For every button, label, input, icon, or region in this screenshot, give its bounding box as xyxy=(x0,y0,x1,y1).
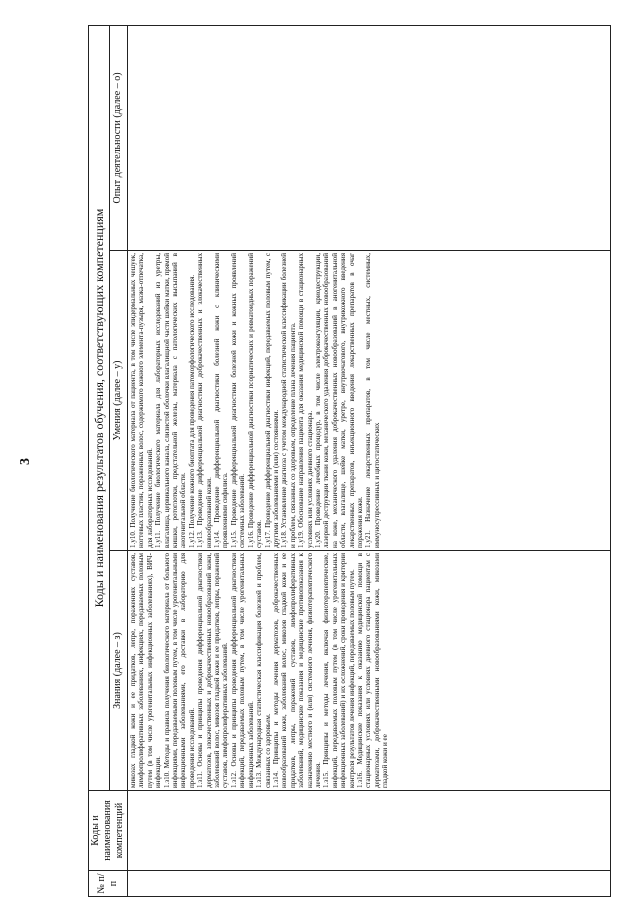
cell-knowledge xyxy=(128,551,611,791)
header-experience: Опыт деятельности (далее – о) xyxy=(109,26,127,251)
skill-item: 1.у18. Установление диагноза с учетом международной статистической классификации болезней и проблем, связанных со здоровьем, определение плана лечения пациента. xyxy=(280,253,297,548)
header-row-1 xyxy=(89,26,110,897)
knowledge-item: 1.з16. Медицинские показания к оказанию медицинской помощи в стационарных условиях или условиях дневного стационара пациентам с дерматозами, доброкачественными новообразованиями кожи, микозами гладкой кожи и ее xyxy=(355,553,390,788)
knowledge-item: 1.з15. Принципы и методы лечения, включая физиотерапевтические, инфекций, передаваемых половым путем (в том числе урогенитальных инфекционных заболеваний) и их осложнений, сроки проведения и критерии контроля результатов лечения инфекций, передаваемых половым путем. xyxy=(322,553,356,788)
table-row xyxy=(128,26,611,897)
knowledge-item: 1.з10. Методы и правила получения биологического материала от больного инфекциями, передаваемыми половым путем, в том числе урогенитальными инфекционными заболеваниями, его доставки в лабораторию для проведения исследований. xyxy=(162,553,196,788)
header-row-2 xyxy=(109,26,127,897)
page-number: 3 xyxy=(18,458,33,465)
knowledge-item: 1.з14. Принципы и методы лечения дерматозов, доброкачественных новообразований кожи, заболеваний волос, микозов гладкой кожи и ее придатков, лепры, поражений суставов, лимфопролиферативных заболеваний, медицинские показания и медицинские противопоказания к назначению местного и (или) системного лечения, физиотерапевтического лечения. xyxy=(271,553,322,788)
header-competency-code: Коды и наименования компетенций xyxy=(89,791,128,871)
cell-experience xyxy=(128,26,611,251)
knowledge-item: 1.з12. Основы и принципы проведения дифференциальной диагностики инфекций, передаваемых половым путем, в том числе урогенитальных инфекционных заболеваний. xyxy=(229,553,255,788)
knowledge-item: 1.з13. Международная статистическая классификация болезней и проблем, связанных со здоровьем. xyxy=(255,553,272,788)
cell-number xyxy=(128,871,611,897)
header-number: № п/п xyxy=(89,871,128,897)
skill-item: 1.у12. Получение кожного биоптата для проведения патоморфологического исследования. xyxy=(187,274,196,548)
competency-table xyxy=(88,25,611,897)
skill-item: 1.у13. Проведение дифференциальной диагностики доброкачественных и злокачественных новообразований кожи. xyxy=(196,253,213,548)
cell-skills xyxy=(128,251,611,551)
knowledge-item: 1.з11. Основы и принципы проведения дифференциальной диагностики дерматозов, злокачественных и доброкачественных новообразований кожи, заболеваний волос, микозов гладкой кожи и ее придатков, лепры, поражений суставов, лимфопролиферативных заболеваний. xyxy=(196,553,230,788)
header-knowledge: Знания (далее – з) xyxy=(109,551,127,791)
skill-item: 1.у15. Проведение дифференциальной диагностики болезней кожи и кожных проявлений системных заболеваний. xyxy=(229,253,247,548)
cell-competency-code xyxy=(128,791,611,871)
skill-item: 1.у17. Проведение дифференциальной диагностики инфекций, передаваемых половым путем, с другими заболеваниями и (или) состояниями. xyxy=(263,253,280,548)
skill-item: 1.у21. Назначение лекарственных препаратов, в том числе местных, системных, иммуносупрессивных и цитостатических xyxy=(364,253,381,548)
header-skills: Умения (далее – у) xyxy=(109,251,127,551)
skill-item: 1.у14. Проведение дифференциальной диагностики болезней кожи с клиническими проявлениями сифилиса. xyxy=(213,253,230,548)
skill-item: 1.у20. Проведение лечебных процедур, в том числе электрокоагуляции, криодеструкции, лазерной деструкции ткани кожи, механического удаления доброкачественных новообразований на коже, механического удаления доброкачественных новообразований в аногенитальной области, влагалище, шейке матки, уретре, внутриочагового, внутрикожного введения лекарственных препаратов, инъекционного введения лекарственных препаратов в очаг поражения кожи. xyxy=(313,253,364,548)
knowledge-item: микозах гладкой кожи и ее придатков, лепре, поражениях суставов, лимфопролиферативных заболеваниях, инфекциях, передаваемых половым путем (в том числе урогенитальных инфекционных заболеваниях), ВИЧ-инфекции. xyxy=(129,553,163,788)
skill-item: 1.у19. Обоснование направления пациента для оказания медицинской помощи в стационарных условиях или условиях дневного стационара. xyxy=(297,253,314,548)
skill-item: 1.у11. Получение биологического материала для лабораторных исследований из уретры, влагалища, цервикального канала, слизистой оболочки влагалищной части шейки матки, прямой кишки, ротоглотки, предстательной железы, материала с патологических высыпаний в аногенитальной области. xyxy=(154,253,188,548)
skill-item: 1.у10. Получение биологического материала от пациента, в том числе эпидермальных чешуек, ногтевых пластин, пораженных волос, содержимого кожного элемента-пузыря, мазка-отпечатка, для лабораторных исследований. xyxy=(129,253,154,548)
header-group-title: Коды и наименования результатов обучения, соответствующих компетенциям xyxy=(89,26,110,791)
skill-item: 1.у16. Проведение дифференциальной диагностики псориатических и ревматоидных поражений суставов. xyxy=(246,253,264,548)
